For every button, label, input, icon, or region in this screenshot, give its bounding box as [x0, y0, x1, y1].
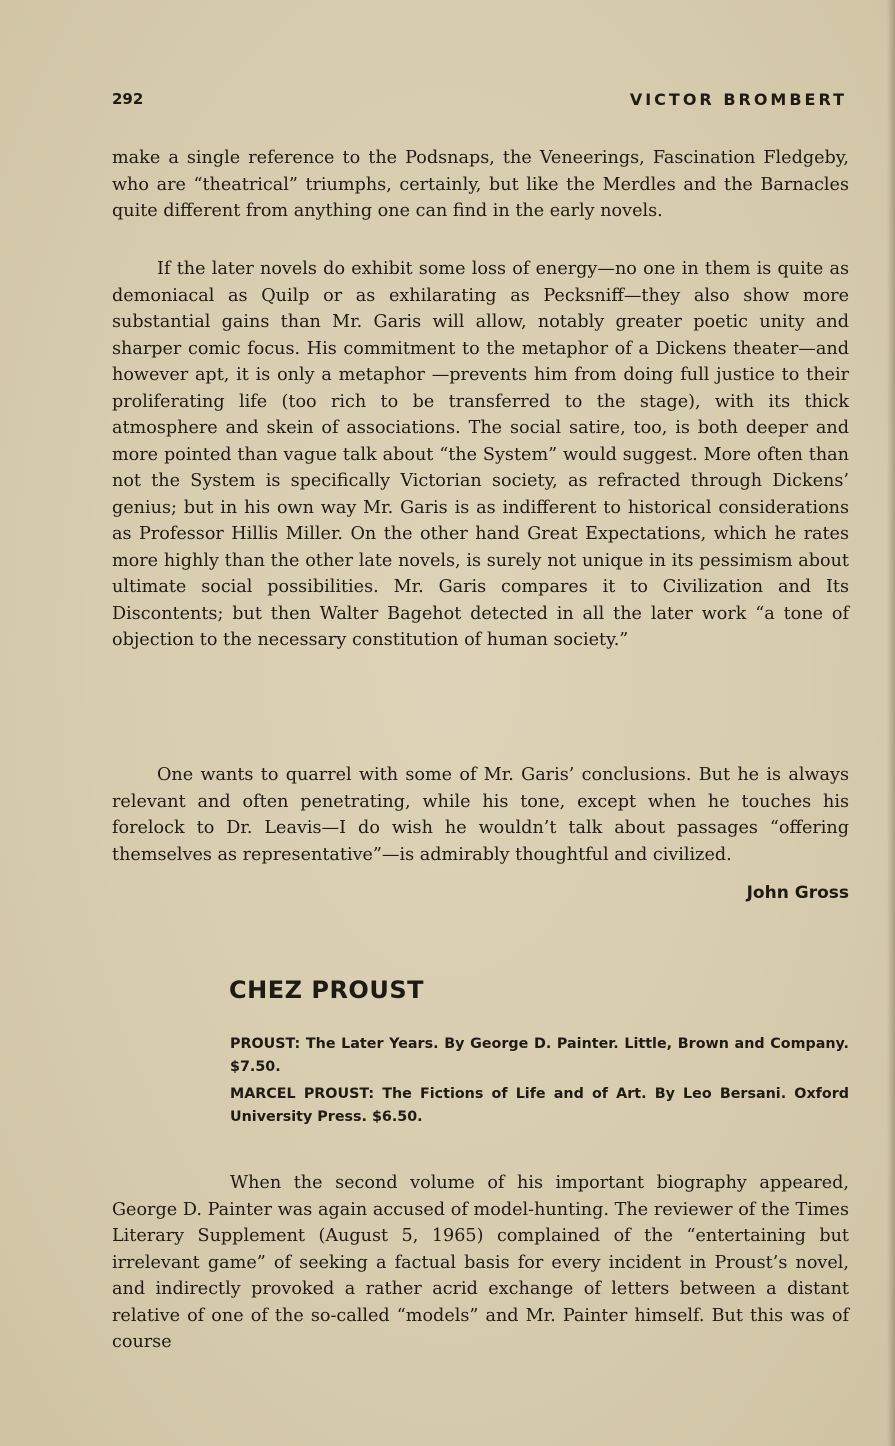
- running-head-author: VICTOR BROMBERT: [629, 90, 847, 109]
- book-citation: MARCEL PROUST: The Fictions of Life and of Art. By Leo Bersani. Oxford University Press. $6.50.: [230, 1086, 849, 1125]
- paragraph-painter-biography: When the second volume of his important biography appeared, George D. Painter was again accused of model-hunting. The reviewer of the Times Literary Supplement (August 5, 1965) complained of the “entertaining but irrelevant game” of seeking a factual basis for every incident in Proust’s novel, and indirectly provoked a rather acrid exchange of letters between a distant relative of one of the so-called “models” and Mr. Painter himself. But this was of course: [112, 1173, 849, 1352]
- running-head: [112, 90, 847, 114]
- review-text-top: [112, 145, 849, 225]
- paragraph-later-novels: If the later novels do exhibit some loss of energy—no one in them is quite as demoniacal as Quilp or as exhilarating as Pecksniff—they also show more substantial gains than Mr. Garis will allow, notably greater poetic unity and sharper comic focus. His commitment to the metaphor of a Dickens theater—and however apt, it is only a metaphor —prevents him from doing full justice to their proliferating life (too rich to be transferred to the stage), with its thick atmosphere and skein of associations. The social satire, too, is both deeper and more pointed than vague talk about “the System” would suggest. More often than not the System is specifically Victorian society, as refracted through Dickens’ genius; but in his own way Mr. Garis is as indifferent to historical considerations as Professor Hillis Miller. On the other hand Great Expectations, which he rates more highly than the other late novels, is surely not unique in its pessimism about ultimate social possibilities. Mr. Garis compares it to Civilization and Its Discontents; but then Walter Bagehot detected in all the later work “a tone of objection to the necessary constitution of human society.”: [112, 259, 849, 650]
- reviewer-signature: John Gross: [746, 883, 849, 903]
- review-text-closing: [112, 762, 849, 868]
- book-citation: PROUST: The Later Years. By George D. Painter. Little, Brown and Company. $7.50.: [230, 1036, 849, 1075]
- paragraph-continued: make a single reference to the Podsnaps, the Veneerings, Fascination Fledgeby, who are “theatrical” triumphs, certainly, but like the Merdles and the Barnacles quite different from anything one can find in the early novels.: [112, 148, 849, 221]
- review-text-proust: [112, 1170, 849, 1356]
- paragraph-conclusions: One wants to quarrel with some of Mr. Garis’ conclusions. But he is always relevant and often penetrating, while his tone, except when he touches his forelock to Dr. Leavis—I do wish he wouldn’t talk about passages “offering themselves as representative”—is admirably thoughtful and civilized.: [112, 765, 849, 865]
- page-edge-shadow: [887, 0, 895, 1446]
- page-number: 292: [112, 90, 144, 108]
- review-text-middle: [112, 256, 849, 654]
- section-title: CHEZ PROUST: [229, 976, 424, 1004]
